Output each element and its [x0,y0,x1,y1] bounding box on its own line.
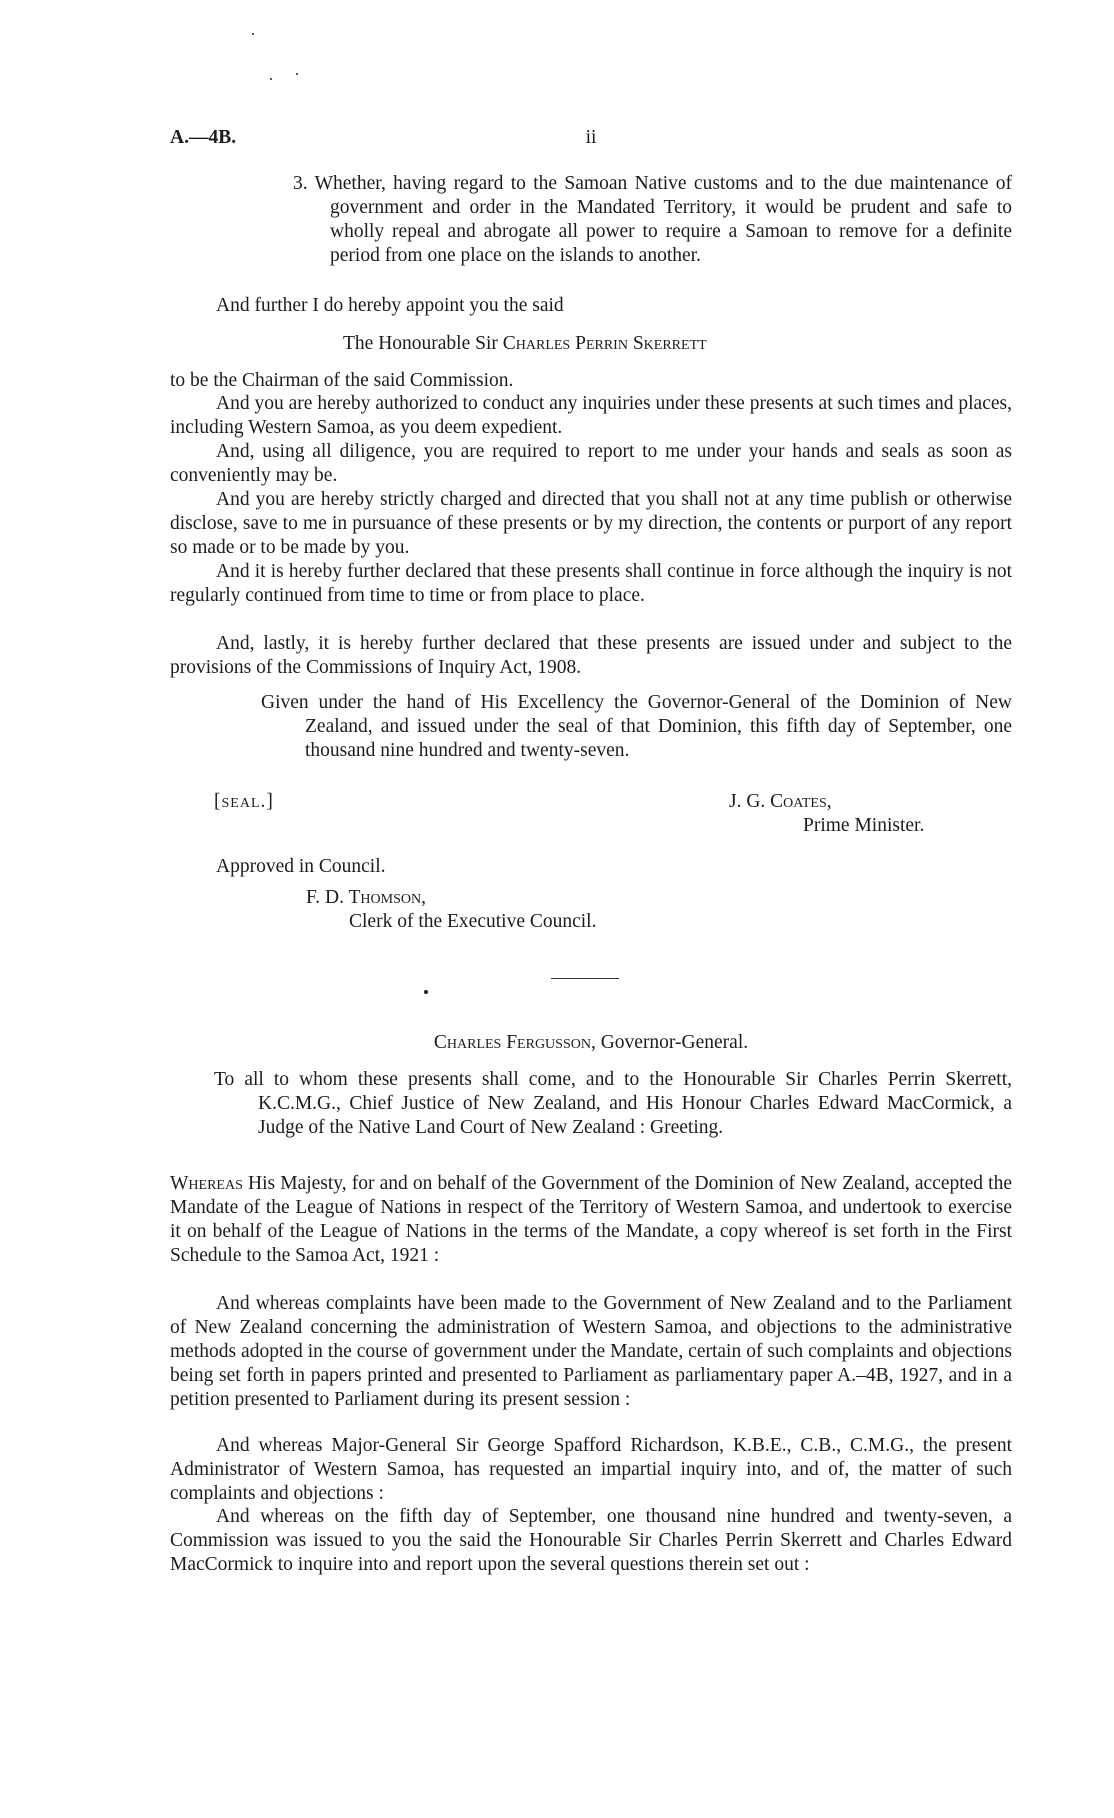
appoint-intro: And further I do hereby appoint you the said [216,295,564,316]
scan-speck [296,73,298,75]
to-all-greeting: To all to whom these presents shall come, and to the Honourable Sir Charles Perrin Skerrett, K.C.M.G., Chief Justice of New Zealand, and His Honour Charles Edward MacCormick, a Judge of the Native Land Court of New Zealand : Greeting. [214,1069,1012,1138]
approved-in-council: Approved in Council. [216,856,386,877]
whereas-2: And whereas complaints have been made to the Government of New Zealand and to the Parliament of New Zealand concerning the administration of Western Samoa, and objections to the administrative methods adopted in the course of government under the Mandate, certain of such complaints and objections being set forth in papers printed and presented to Parliament as parliamentary paper A.–4B, 1927, and in a petition presented to Parliament during its present session : [170,1293,1012,1410]
para-charged: And you are hereby strictly charged and directed that you shall not at any time publish or otherwise disclose, save to me in pursuance of these presents or by my direction, the contents or purport of any report so made or to be made by you. [170,489,1012,558]
given-clause: Given under the hand of His Excellency the Governor-General of the Dominion of New Zealand, and issued under the seal of that Dominion, this fifth day of September, one thousand nine hundred and twenty-seven. [261,692,1012,761]
whereas-4: And whereas on the fifth day of September, one thousand nine hundred and twenty-seven, a Commission was issued to you the said the Honourable Sir Charles Perrin Skerrett and Charles Edward MacCormick to inquire into and report upon the several questions therein set out : [170,1506,1012,1575]
para-diligence: And, using all diligence, you are required to report to me under your hands and seals as soon as conveniently may be. [170,441,1012,486]
page-number: ii [585,127,597,148]
signatory-name: J. G. Coates, [729,791,832,812]
signatory-title: Prime Minister. [803,815,925,836]
scan-speck [424,990,428,994]
clerk-name: F. D. Thomson, [306,887,426,908]
governor-name: Charles Fergusson, [433,1032,596,1053]
para-authorized: And you are hereby authorized to conduct any inquiries under these presents at such times and places, including Western Samoa, as you deem expedient. [170,393,1012,438]
clerk-title: Clerk of the Executive Council. [349,911,597,932]
whereas-1: Whereas His Majesty, for and on behalf of the Government of the Dominion of New Zealand, accepted the Mandate of the League of Nations in respect of the Territory of Western Samoa, and undertook to exercise it on behalf of the League of Nations in the terms of the Mandate, a copy whereof is set forth in the First Schedule to the Samoa Act, 1921 : [170,1173,1012,1266]
appointee-name: Charles Perrin Skerrett [502,333,707,354]
whereas-3: And whereas Major-General Sir George Spafford Richardson, K.B.E., C.B., C.M.G., the present Administrator of Western Samoa, has requested an impartial inquiry into, and of, the matter of such complaints and objections : [170,1435,1012,1504]
appointee-line [170,332,1012,356]
running-header [170,126,1012,152]
scan-speck [270,78,272,80]
appointee-prefix: The Honourable Sir [343,333,498,354]
governor-title: Governor-General. [600,1032,749,1053]
item-3: 3. Whether, having regard to the Samoan Native customs and to the due maintenance of government and order in the Mandated Territory, it would be prudent and safe to wholly repeal and abrogate all power to require a Samoan to remove for a definite period from one place on the islands to another. [293,173,1012,266]
para-force: And it is hereby further declared that these presents shall continue in force although the inquiry is not regularly continued from time to time or from place to place. [170,561,1012,606]
whereas-lead: Whereas [170,1173,243,1194]
para-lastly: And, lastly, it is hereby further declared that these presents are issued under and subject to the provisions of the Commissions of Inquiry Act, 1908. [170,633,1012,678]
seal-mark: [seal.] [214,791,274,812]
scan-speck [252,33,254,35]
document-reference: A.—4B. [170,127,237,148]
section-divider [551,978,619,979]
governor-heading [170,1031,1012,1055]
chairman-line: to be the Chairman of the said Commission. [170,370,514,391]
